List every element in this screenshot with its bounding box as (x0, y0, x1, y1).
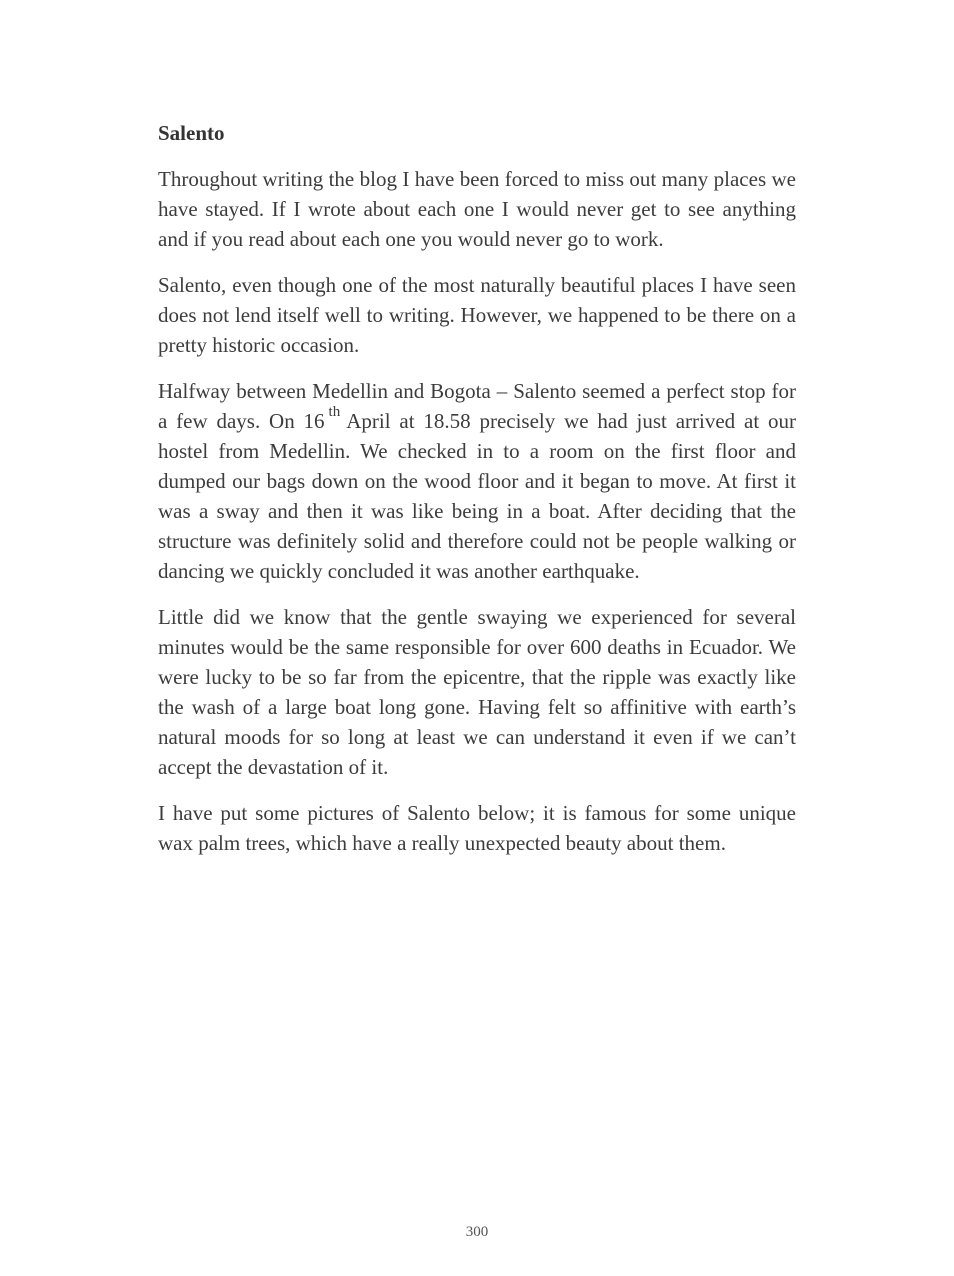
paragraph-2: Salento, even though one of the most naturally beautiful places I have seen does not lend itself well to writing. However, we happened to be there on a pretty historic occasion. (158, 273, 796, 357)
page-content (158, 118, 796, 874)
paragraph-3-text-start: Halfway between Medellin and Bogota – Salento seemed a perfect stop for a few days. On 16 (158, 379, 796, 433)
ordinal-suffix: th (328, 404, 341, 420)
paragraph-1: Throughout writing the blog I have been forced to miss out many places we have stayed. If I wrote about each one I would never get to see anything and if you read about each one you would never go to work. (158, 167, 796, 251)
page-number: 300 (465, 1224, 489, 1240)
paragraph-5: I have put some pictures of Salento below; it is famous for some unique wax palm trees, which have a really unexpected beauty about them. (158, 801, 796, 855)
page-title: Salento (158, 121, 225, 145)
paragraph-4: Little did we know that the gentle swaying we experienced for several minutes would be the same responsible for over 600 deaths in Ecuador. We were lucky to be so far from the epicentre, that the ripple was exactly like the wash of a large boat long gone. Having felt so affinitive with earth’s natural moods for so long at least we can understand it even if we can’t accept the devastation of it. (158, 605, 796, 779)
paragraph-3-text-end: April at 18.58 precisely we had just arrived at our hostel from Medellin. We checked in to a room on the first floor and dumped our bags down on the wood floor and it began to move. At first it was a sway and then it was like being in a boat. After deciding that the structure was definitely solid and therefore could not be people walking or dancing we quickly concluded it was another earthquake. (158, 409, 796, 583)
paragraph-3 (158, 376, 796, 586)
